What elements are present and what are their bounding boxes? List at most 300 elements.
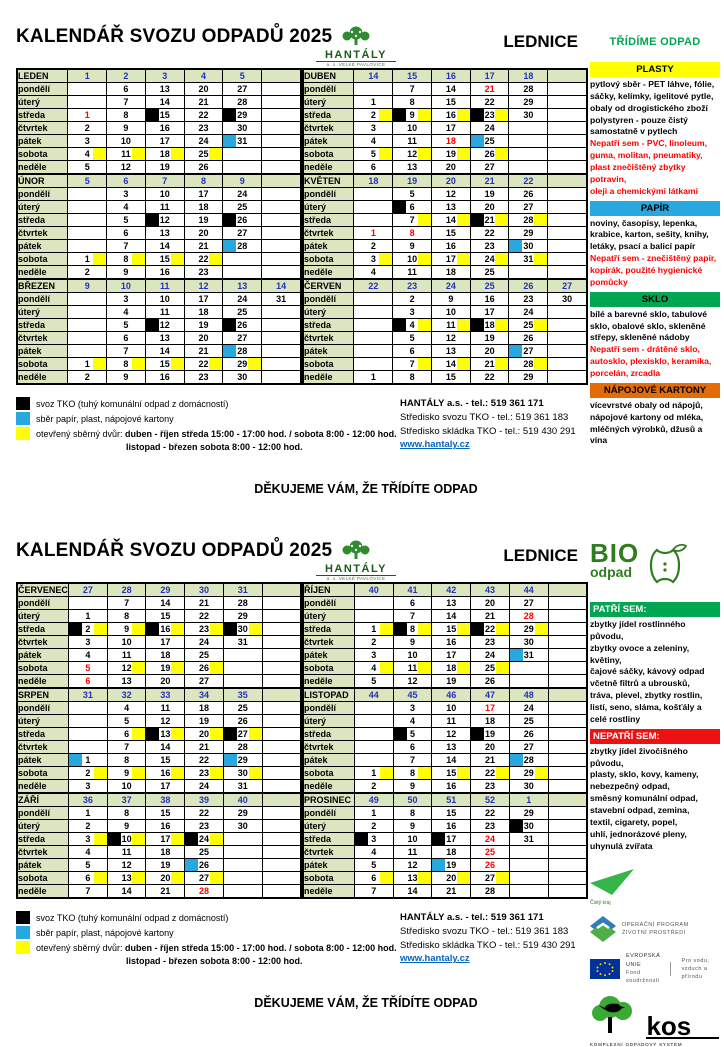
yard-open-mark — [380, 872, 393, 884]
day-cell — [262, 214, 301, 227]
day-cell: 25 — [471, 662, 510, 675]
day-cell: 18 — [145, 148, 184, 161]
tko-mark — [146, 109, 159, 121]
day-cell: 31 — [509, 833, 548, 846]
day-cell: 25 — [471, 846, 510, 859]
yard-open-mark — [379, 148, 392, 160]
day-cell: 17 — [184, 188, 223, 201]
day-name: středa — [17, 833, 68, 846]
day-cell — [548, 702, 587, 715]
website-link[interactable]: www.hantaly.cz — [400, 439, 470, 451]
day-cell: 20 — [184, 332, 223, 345]
day-name: čtvrtek — [17, 846, 68, 859]
day-cell: 14 — [145, 345, 184, 358]
yard-open-mark — [94, 767, 107, 779]
day-cell — [548, 266, 587, 280]
bio-logo-text: BIO — [590, 538, 640, 568]
yard-open-mark — [418, 148, 431, 160]
yard-open-mark — [249, 728, 262, 740]
day-cell — [509, 122, 548, 135]
paper-plastic-mark — [471, 135, 484, 147]
day-cell: 22 — [185, 807, 224, 820]
day-cell: 7 — [107, 96, 146, 109]
contact-line: HANTÁLY a.s. - tel.: 519 361 171 — [400, 398, 544, 409]
day-cell — [262, 306, 301, 319]
day-cell: 5 — [354, 859, 393, 872]
day-cell: 27 — [223, 227, 262, 240]
yard-open-mark — [132, 623, 145, 635]
day-cell — [262, 649, 301, 662]
day-cell — [548, 728, 587, 741]
day-cell: 16 — [432, 636, 471, 649]
day-cell: 28 — [509, 610, 548, 623]
kos-bird-tree-icon — [590, 995, 642, 1035]
day-cell: 15 — [146, 754, 185, 767]
yard-open-mark — [132, 728, 145, 740]
day-cell: 4 — [354, 135, 393, 148]
day-name: středa — [17, 214, 68, 227]
day-cell: 6 — [354, 161, 393, 175]
day-cell: 7 — [393, 83, 432, 96]
week-number: 32 — [107, 688, 146, 702]
yard-open-mark — [496, 662, 509, 674]
day-cell: 16 — [470, 293, 509, 306]
day-cell: 4 — [393, 715, 432, 728]
hantaly-logo-name: HANTÁLY — [316, 50, 396, 62]
day-cell: 16 — [432, 780, 471, 794]
day-cell — [223, 675, 262, 689]
day-cell — [509, 161, 548, 175]
section-header: NÁPOJOVÉ KARTONY — [590, 383, 720, 398]
day-name: pátek — [303, 859, 354, 872]
day-cell: 23 — [185, 767, 224, 780]
day-name: pondělí — [303, 293, 354, 306]
day-cell: 27 — [185, 675, 224, 689]
day-cell: 15 — [145, 109, 184, 122]
day-cell — [548, 846, 587, 859]
day-cell — [262, 227, 301, 240]
day-cell: 13 — [145, 83, 184, 96]
month-table — [302, 582, 588, 899]
day-cell: 13 — [145, 227, 184, 240]
week-number: 27 — [68, 583, 107, 597]
week-number: 44 — [354, 688, 393, 702]
day-cell: 1 — [354, 227, 393, 240]
day-cell: 10 — [393, 833, 432, 846]
day-cell: 22 — [470, 227, 509, 240]
day-cell: 6 — [68, 675, 107, 689]
day-cell: 8 — [107, 109, 146, 122]
day-cell: 3 — [354, 253, 393, 266]
day-cell: 29 — [223, 754, 262, 767]
day-cell: 28 — [509, 754, 548, 767]
day-cell — [548, 332, 587, 345]
day-name: pondělí — [17, 188, 68, 201]
month-name: KVĚTEN — [303, 174, 354, 188]
day-name: úterý — [17, 610, 68, 623]
day-cell: 7 — [354, 885, 393, 899]
day-cell: 24 — [185, 636, 224, 649]
day-name: středa — [303, 214, 354, 227]
day-name: neděle — [17, 371, 68, 385]
hantaly-logo-sub: a. s. VELKÉ PAVLOVICE — [326, 62, 386, 67]
day-cell: 27 — [471, 872, 510, 885]
day-cell — [354, 201, 393, 214]
day-cell — [548, 227, 587, 240]
day-name: středa — [303, 728, 354, 741]
week-number: 34 — [185, 688, 224, 702]
yard-open-mark — [418, 662, 431, 674]
day-name: pondělí — [17, 807, 68, 820]
day-cell: 24 — [470, 253, 509, 266]
day-cell: 17 — [470, 306, 509, 319]
yard-open-mark — [418, 767, 431, 779]
yard-open-mark — [249, 623, 262, 635]
week-number: 4 — [184, 69, 223, 83]
day-cell: 3 — [68, 636, 107, 649]
tko-mark — [69, 623, 82, 635]
legend — [16, 397, 400, 452]
paper-plastic-mark — [185, 859, 198, 871]
yard-open-mark — [496, 767, 509, 779]
week-number: 6 — [107, 174, 146, 188]
day-cell: 21 — [184, 345, 223, 358]
day-cell: 10 — [393, 122, 432, 135]
yard-open-mark — [171, 767, 184, 779]
day-cell: 8 — [393, 623, 432, 636]
paper-plastic-mark — [510, 754, 523, 766]
week-number: 48 — [509, 688, 548, 702]
day-name: neděle — [17, 885, 68, 899]
bio-logo-text-2: odpad — [590, 564, 632, 581]
website-link-2[interactable]: www.hantaly.cz — [400, 953, 470, 965]
legend-item — [16, 926, 400, 939]
day-cell: 5 — [393, 728, 432, 741]
day-cell: 10 — [107, 780, 146, 794]
yard-open-mark — [171, 358, 184, 370]
day-name: sobota — [17, 767, 68, 780]
day-cell: 5 — [68, 161, 107, 175]
yard-open-mark — [132, 767, 145, 779]
week-number: 44 — [509, 583, 548, 597]
yard-open-mark — [495, 253, 508, 265]
tko-mark — [146, 214, 159, 226]
week-number — [262, 793, 301, 807]
day-cell: 6 — [354, 872, 393, 885]
bottom-header — [16, 540, 588, 582]
day-name: pátek — [303, 345, 354, 358]
day-cell: 9 — [107, 623, 146, 636]
day-cell: 4 — [107, 201, 146, 214]
day-cell — [262, 820, 301, 833]
yard-open-mark — [495, 109, 508, 121]
day-cell: 3 — [68, 780, 107, 794]
day-name: pondělí — [303, 597, 354, 610]
week-number: 39 — [185, 793, 224, 807]
day-cell — [262, 345, 301, 358]
legend-contacts-row — [16, 397, 588, 452]
contacts-block-2 — [400, 911, 576, 966]
day-cell — [548, 240, 587, 253]
week-number — [262, 688, 301, 702]
legend-label: svoz TKO (tuhý komunální odpad z domácností) — [36, 912, 229, 923]
week-number: 43 — [471, 583, 510, 597]
week-number: 1 — [68, 69, 107, 83]
day-cell: 7 — [107, 597, 146, 610]
day-name: úterý — [303, 96, 354, 109]
day-cell: 6 — [393, 345, 432, 358]
day-cell — [262, 135, 301, 148]
kos-logo — [590, 995, 720, 1047]
tko-mark — [471, 109, 484, 121]
day-cell: 17 — [431, 253, 470, 266]
day-name: čtvrtek — [303, 846, 354, 859]
day-cell: 25 — [470, 266, 509, 280]
month-name: ÚNOR — [17, 174, 68, 188]
day-cell: 13 — [146, 728, 185, 741]
day-cell: 19 — [470, 332, 509, 345]
week-number: 14 — [354, 69, 393, 83]
day-name: úterý — [17, 201, 68, 214]
day-cell: 14 — [146, 741, 185, 754]
day-cell: 19 — [185, 715, 224, 728]
day-cell — [223, 872, 262, 885]
eu-flag-icon — [590, 959, 620, 979]
day-cell: 1 — [68, 358, 107, 371]
yard-open-mark — [209, 148, 222, 160]
day-cell: 4 — [68, 846, 107, 859]
day-cell — [262, 623, 301, 636]
day-name: čtvrtek — [17, 332, 68, 345]
yard-open-mark — [495, 214, 508, 226]
day-cell: 7 — [107, 240, 146, 253]
day-cell — [262, 636, 301, 649]
day-cell: 31 — [223, 636, 262, 649]
legend-color-swatch — [16, 911, 30, 924]
day-name: pátek — [303, 649, 354, 662]
day-cell — [262, 859, 301, 872]
tko-mark — [146, 319, 159, 331]
day-name: čtvrtek — [17, 227, 68, 240]
day-cell: 22 — [184, 109, 223, 122]
day-name: sobota — [303, 767, 354, 780]
eu-tagline: Pro vodu, vzduch a přírodu — [681, 957, 710, 981]
day-cell: 24 — [471, 833, 510, 846]
yard-open-mark — [496, 623, 509, 635]
day-cell: 20 — [431, 161, 470, 175]
day-cell: 4 — [68, 649, 107, 662]
day-cell: 19 — [432, 859, 471, 872]
day-cell: 15 — [146, 610, 185, 623]
day-cell: 9 — [107, 820, 146, 833]
day-cell: 8 — [107, 754, 146, 767]
day-cell: 30 — [223, 767, 262, 780]
day-cell: 21 — [432, 885, 471, 899]
day-cell: 26 — [223, 715, 262, 728]
day-cell: 21 — [471, 754, 510, 767]
day-cell: 16 — [146, 820, 185, 833]
day-cell — [262, 371, 301, 385]
day-cell — [548, 109, 587, 122]
day-cell: 27 — [223, 83, 262, 96]
day-cell: 3 — [393, 306, 432, 319]
day-cell: 26 — [223, 319, 262, 332]
day-name: úterý — [303, 820, 354, 833]
day-cell: 22 — [471, 767, 510, 780]
yard-open-mark — [171, 623, 184, 635]
legend-item — [16, 397, 400, 410]
day-cell: 17 — [184, 293, 223, 306]
day-cell — [223, 885, 262, 899]
day-name: úterý — [303, 610, 354, 623]
day-cell: 6 — [68, 872, 107, 885]
day-cell — [68, 319, 107, 332]
day-cell: 2 — [354, 109, 393, 122]
week-number: 1 — [509, 793, 548, 807]
day-cell — [548, 253, 587, 266]
legend-label: otevřený sběrný dvůr: duben - říjen středa 15:00 - 17:00 hod. / sobota 8:00 - 12:00 hod. — [36, 942, 397, 953]
day-cell: 30 — [223, 122, 262, 135]
legend-color-swatch — [16, 941, 30, 954]
day-name: středa — [303, 109, 354, 122]
day-cell: 16 — [431, 240, 470, 253]
day-cell: 11 — [393, 846, 432, 859]
section-body: noviny, časopisy, lepenka, krabice, karton, sešity, knihy, letáky, psací a balicí papír Nepatří sem - znečištěný papír, kopírák, použité hygienické pomůcky — [590, 217, 717, 287]
day-cell: 2 — [354, 820, 393, 833]
day-cell: 1 — [354, 807, 393, 820]
day-cell: 16 — [146, 623, 185, 636]
day-name: neděle — [303, 885, 354, 899]
yard-open-mark — [94, 623, 107, 635]
yard-open-mark — [209, 253, 222, 265]
day-cell: 19 — [146, 662, 185, 675]
day-cell — [262, 109, 301, 122]
day-cell — [509, 885, 548, 899]
week-number: 38 — [146, 793, 185, 807]
week-number: 20 — [431, 174, 470, 188]
yard-open-mark — [535, 767, 548, 779]
day-cell: 29 — [223, 358, 262, 371]
day-cell: 30 — [509, 780, 548, 794]
day-cell — [262, 754, 301, 767]
tko-mark — [355, 833, 368, 845]
day-cell — [223, 662, 262, 675]
yard-open-mark — [94, 833, 107, 845]
day-cell: 24 — [185, 780, 224, 794]
yard-open-mark — [210, 872, 223, 884]
day-cell: 17 — [431, 122, 470, 135]
tko-mark — [393, 109, 406, 121]
tko-mark — [224, 728, 237, 740]
day-cell — [548, 820, 587, 833]
day-cell: 28 — [223, 240, 262, 253]
day-cell: 28 — [509, 214, 548, 227]
week-number — [262, 174, 301, 188]
day-cell — [262, 161, 301, 175]
day-name: neděle — [17, 780, 68, 794]
day-name: úterý — [17, 96, 68, 109]
day-cell: 24 — [509, 702, 548, 715]
day-cell — [548, 872, 587, 885]
week-number: 14 — [262, 279, 301, 293]
yard-open-mark — [93, 253, 106, 265]
day-cell: 20 — [184, 83, 223, 96]
day-name: pátek — [17, 649, 68, 662]
yard-open-mark — [418, 253, 431, 265]
day-cell — [548, 135, 587, 148]
paper-plastic-mark — [224, 754, 237, 766]
day-cell: 12 — [107, 161, 146, 175]
tko-mark — [510, 820, 523, 832]
week-number — [548, 174, 587, 188]
yard-open-mark — [418, 872, 431, 884]
day-cell: 22 — [471, 623, 510, 636]
day-cell — [354, 728, 393, 741]
day-cell — [68, 240, 107, 253]
week-number: 24 — [431, 279, 470, 293]
day-cell: 21 — [146, 885, 185, 899]
day-cell: 17 — [145, 135, 184, 148]
day-name: středa — [17, 623, 68, 636]
day-cell: 15 — [145, 253, 184, 266]
day-cell — [262, 846, 301, 859]
day-name: sobota — [17, 253, 68, 266]
tko-mark — [223, 109, 236, 121]
yard-open-mark — [171, 872, 184, 884]
day-cell — [548, 636, 587, 649]
day-cell — [262, 96, 301, 109]
day-cell: 4 — [354, 846, 393, 859]
day-cell: 21 — [184, 240, 223, 253]
day-name: neděle — [17, 161, 68, 175]
thanks-message: DĚKUJEME VÁM, ŽE TŘÍDÍTE ODPAD — [254, 482, 478, 497]
sorting-sidebar-top — [590, 26, 720, 450]
day-cell: 12 — [107, 859, 146, 872]
bio-sidebar — [590, 540, 720, 1047]
week-number: 49 — [354, 793, 393, 807]
bio-odpad-logo — [590, 538, 720, 594]
week-number: 31 — [223, 583, 262, 597]
day-cell: 29 — [509, 807, 548, 820]
day-cell: 21 — [471, 610, 510, 623]
week-number — [548, 583, 587, 597]
day-cell: 13 — [393, 872, 432, 885]
yard-open-mark — [495, 358, 508, 370]
cisty-kraj-caption: Čistý kraj — [590, 900, 611, 907]
day-name: úterý — [17, 820, 68, 833]
tko-mark — [471, 319, 484, 331]
section-body: zbytky jídel rostlinného původu, zbytky ovoce a zeleniny, květiny, čajové sáčky, kávový odpad včetně filtrů a ubrousků, tráva, plevel, zbytky rostlin, listí, seno, sláma, košťály a celé rostliny — [590, 619, 705, 724]
day-cell: 28 — [471, 885, 510, 899]
day-cell — [262, 358, 301, 371]
day-cell — [354, 715, 393, 728]
day-cell: 24 — [223, 188, 262, 201]
day-cell: 9 — [393, 636, 432, 649]
yard-open-mark — [534, 253, 547, 265]
day-cell: 5 — [393, 188, 432, 201]
opzp-caption: OPERAČNÍ PROGRAM ŽIVOTNÍ PROSTŘEDÍ — [622, 922, 689, 937]
day-cell: 9 — [107, 767, 146, 780]
day-cell — [509, 662, 548, 675]
top-header — [16, 26, 588, 68]
tko-mark — [108, 833, 121, 845]
sorting-sections — [590, 62, 720, 450]
paper-plastic-mark — [509, 240, 522, 252]
yard-open-mark — [379, 109, 392, 121]
day-name: sobota — [17, 358, 68, 371]
yard-open-mark — [210, 728, 223, 740]
yard-open-mark — [534, 214, 547, 226]
